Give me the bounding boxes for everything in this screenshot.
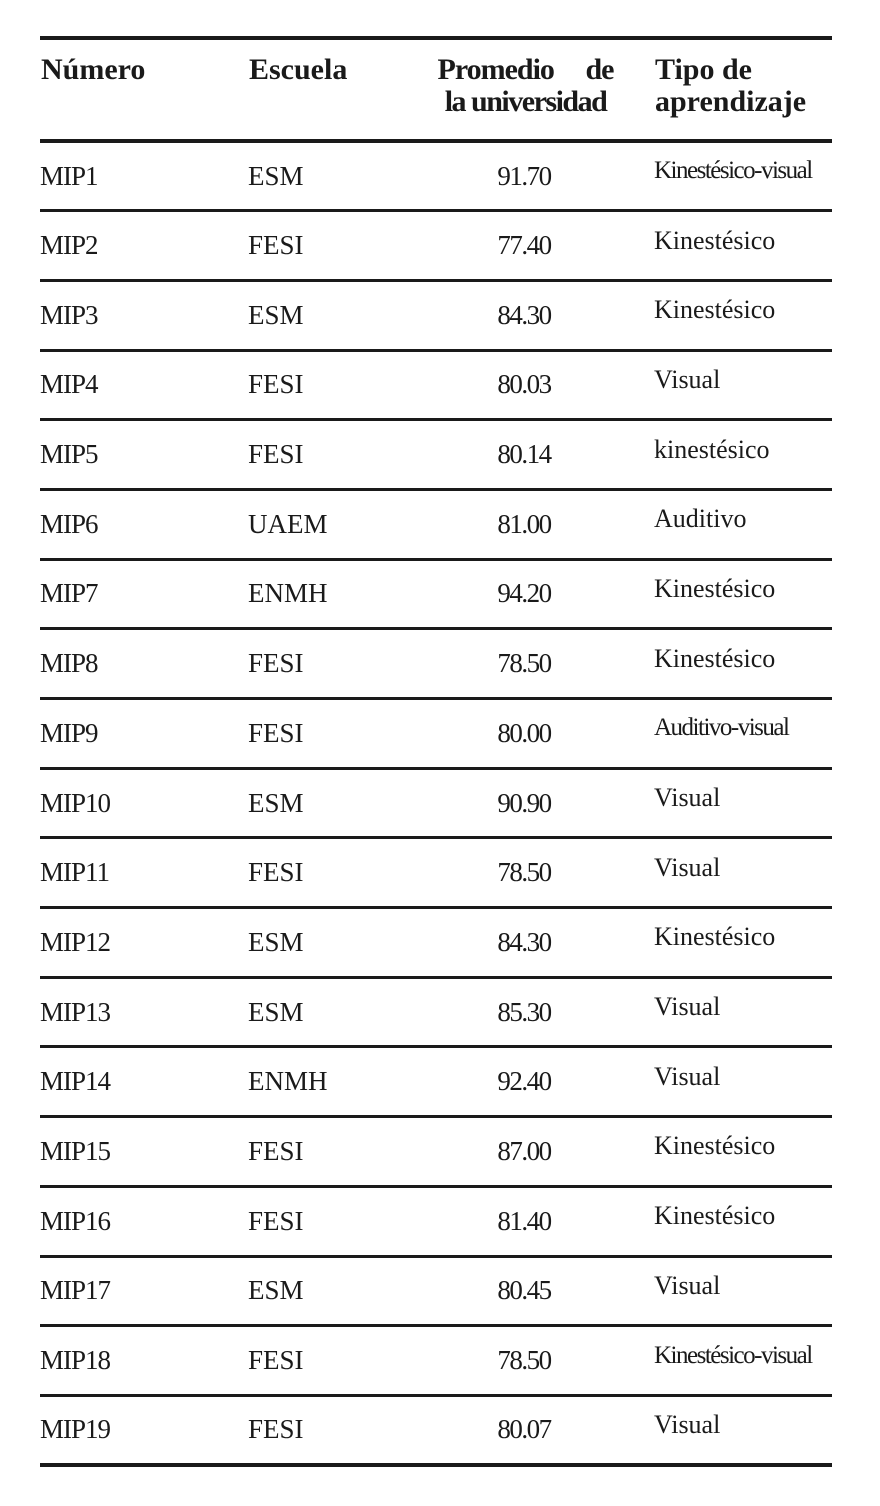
cell-escuela: ESM: [248, 141, 418, 211]
cell-escuela: FESI: [248, 838, 418, 908]
cell-tipo: Visual: [654, 350, 832, 420]
cell-numero: MIP6: [40, 489, 248, 559]
header-tipo: [654, 38, 832, 141]
student-learning-table: [40, 36, 832, 1467]
cell-escuela: FESI: [248, 629, 418, 699]
cell-numero: MIP1: [40, 141, 248, 211]
cell-numero: MIP9: [40, 699, 248, 769]
table-row: [40, 1395, 832, 1465]
cell-promedio: 78.50: [418, 838, 654, 908]
cell-promedio: 84.30: [418, 908, 654, 978]
cell-tipo: Kinestésico-visual: [654, 141, 832, 211]
cell-numero: MIP2: [40, 211, 248, 281]
table-row: [40, 629, 832, 699]
cell-escuela: ESM: [248, 280, 418, 350]
data-table-container: [40, 36, 832, 1467]
cell-numero: MIP19: [40, 1395, 248, 1465]
cell-numero: MIP5: [40, 420, 248, 490]
table-row: [40, 141, 832, 211]
cell-tipo: Kinestésico: [654, 211, 832, 281]
cell-numero: MIP16: [40, 1186, 248, 1256]
cell-promedio: 94.20: [418, 559, 654, 629]
cell-escuela: FESI: [248, 699, 418, 769]
header-promedio-line1: Promedio de: [437, 53, 614, 86]
cell-tipo: Visual: [654, 768, 832, 838]
cell-tipo: Visual: [654, 1047, 832, 1117]
header-numero: Número: [40, 38, 248, 141]
cell-promedio: 78.50: [418, 1326, 654, 1396]
table-row: [40, 1186, 832, 1256]
header-row: [40, 38, 832, 141]
table-row: [40, 977, 832, 1047]
cell-promedio: 87.00: [418, 1117, 654, 1187]
cell-promedio: 91.70: [418, 141, 654, 211]
cell-promedio: 92.40: [418, 1047, 654, 1117]
table-row: [40, 1117, 832, 1187]
cell-escuela: ESM: [248, 768, 418, 838]
cell-promedio: 81.00: [418, 489, 654, 559]
cell-numero: MIP17: [40, 1256, 248, 1326]
cell-tipo: Kinestésico: [654, 1186, 832, 1256]
table-row: [40, 1326, 832, 1396]
table-row: [40, 489, 832, 559]
cell-tipo: Visual: [654, 1256, 832, 1326]
cell-escuela: FESI: [248, 420, 418, 490]
cell-numero: MIP13: [40, 977, 248, 1047]
cell-promedio: 84.30: [418, 280, 654, 350]
cell-escuela: FESI: [248, 211, 418, 281]
cell-promedio: 80.14: [418, 420, 654, 490]
cell-promedio: 85.30: [418, 977, 654, 1047]
table-header: [40, 38, 832, 141]
cell-numero: MIP18: [40, 1326, 248, 1396]
table-row: [40, 838, 832, 908]
table-row: [40, 1256, 832, 1326]
table-row: [40, 420, 832, 490]
cell-escuela: ESM: [248, 977, 418, 1047]
cell-promedio: 77.40: [418, 211, 654, 281]
table-row: [40, 280, 832, 350]
cell-tipo: Kinestésico: [654, 559, 832, 629]
cell-numero: MIP3: [40, 280, 248, 350]
cell-escuela: ENMH: [248, 559, 418, 629]
cell-numero: MIP8: [40, 629, 248, 699]
table-row: [40, 768, 832, 838]
cell-tipo: Visual: [654, 977, 832, 1047]
cell-numero: MIP4: [40, 350, 248, 420]
cell-promedio: 80.45: [418, 1256, 654, 1326]
table-row: [40, 559, 832, 629]
table-row: [40, 350, 832, 420]
cell-tipo: Auditivo: [654, 489, 832, 559]
table-row: [40, 908, 832, 978]
cell-tipo: Kinestésico: [654, 1117, 832, 1187]
cell-tipo: Visual: [654, 1395, 832, 1465]
cell-tipo: kinestésico: [654, 420, 832, 490]
cell-tipo: Kinestésico: [654, 280, 832, 350]
table-row: [40, 211, 832, 281]
cell-numero: MIP10: [40, 768, 248, 838]
cell-tipo: Auditivo-visual: [654, 699, 832, 769]
cell-tipo: Kinestésico-visual: [654, 1326, 832, 1396]
table-row: [40, 699, 832, 769]
cell-promedio: 80.07: [418, 1395, 654, 1465]
cell-escuela: UAEM: [248, 489, 418, 559]
table-row: [40, 1047, 832, 1117]
cell-numero: MIP15: [40, 1117, 248, 1187]
cell-escuela: ENMH: [248, 1047, 418, 1117]
cell-escuela: ESM: [248, 908, 418, 978]
cell-escuela: FESI: [248, 1186, 418, 1256]
cell-numero: MIP11: [40, 838, 248, 908]
cell-escuela: FESI: [248, 1117, 418, 1187]
cell-escuela: FESI: [248, 350, 418, 420]
cell-numero: MIP7: [40, 559, 248, 629]
cell-promedio: 80.00: [418, 699, 654, 769]
cell-escuela: ESM: [248, 1256, 418, 1326]
header-promedio: [418, 38, 654, 141]
cell-tipo: Visual: [654, 838, 832, 908]
cell-tipo: Kinestésico: [654, 629, 832, 699]
cell-numero: MIP12: [40, 908, 248, 978]
header-tipo-line2: aprendizaje: [655, 85, 807, 118]
cell-tipo: Kinestésico: [654, 908, 832, 978]
header-tipo-line1: Tipo de: [655, 53, 752, 86]
cell-promedio: 80.03: [418, 350, 654, 420]
cell-promedio: 90.90: [418, 768, 654, 838]
cell-numero: MIP14: [40, 1047, 248, 1117]
header-escuela: Escuela: [248, 38, 418, 141]
cell-promedio: 78.50: [418, 629, 654, 699]
cell-promedio: 81.40: [418, 1186, 654, 1256]
cell-escuela: FESI: [248, 1326, 418, 1396]
table-body: [40, 141, 832, 1465]
cell-escuela: FESI: [248, 1395, 418, 1465]
header-promedio-line2: la universidad: [444, 85, 607, 118]
